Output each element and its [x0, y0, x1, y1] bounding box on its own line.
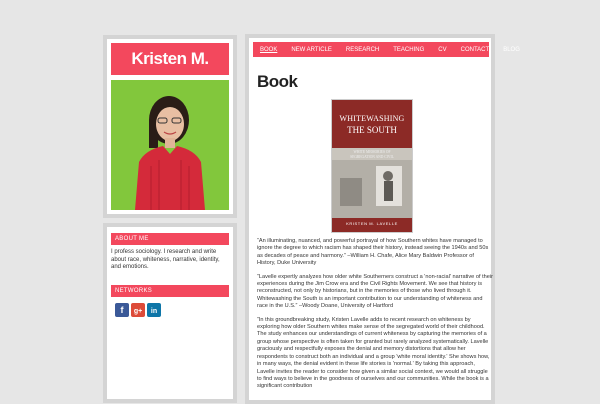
profile-photo-image — [111, 80, 229, 210]
nav-research[interactable]: RESEARCH — [345, 46, 380, 53]
profile-photo — [111, 80, 229, 210]
nav-cv[interactable]: CV — [438, 46, 447, 53]
networks-header: NETWORKS — [111, 285, 229, 297]
main-content — [245, 34, 520, 404]
nav-teaching[interactable]: TEACHING — [393, 46, 425, 53]
about-text: I profess sociology. I research and write about race, whiteness, narrative, identity, and emotions. — [111, 249, 220, 271]
google-plus-icon[interactable]: g+ — [131, 303, 145, 317]
profile-panel — [103, 35, 237, 218]
nav-book[interactable]: BOOK — [260, 46, 278, 53]
nav-contact[interactable]: CONTACT — [460, 46, 490, 53]
book-author: KRISTEN M. LAVELLE — [346, 221, 398, 226]
review-quote: “In this groundbreaking study, Kristen Lavelle adds to recent research on whiteness by exploring how older Southern whites make sense of the segregated world of their childhood. The study enhances our understandings of current whiteness by capturing the memories of a group whose perspective is often taken for granted but rarely analyzed systematically. Lavelle graciously and respectfully exposes the denial and memory distortions that allow her respondents to construct both an individual and a group 'white moral identity.' She shows how, in many ways, the denial evident in these life stories is 'normal.' By taking this approach, Lavelle invites the reader to consider how given a similar social context, we would all struggle to find ways to believe in the goodness of ourselves and our communities. While the book is a significant contribution — [257, 316, 490, 390]
review-quote: “An illuminating, nuanced, and powerful portrayal of how Southern whites have managed to ignore the degree to which racism has shaped their history, instead seeing the 1940s and 50s as decades of peace and harmony.” –William H. Chafe, Alice Mary Baldwin Professor of History, Duke University — [257, 238, 489, 267]
book-title-line2: THE SOUTH — [347, 125, 397, 135]
book-cover-image — [332, 148, 412, 218]
about-header: ABOUT ME — [111, 233, 229, 245]
book-reviews — [257, 238, 493, 397]
page-title: Book — [257, 72, 298, 91]
book-cover[interactable] — [331, 99, 413, 233]
nav-new-article[interactable]: NEW ARTICLE — [291, 46, 332, 53]
linkedin-icon[interactable]: in — [147, 303, 161, 317]
book-subtitle: WHITE MEMORIES OF SEGREGATION AND CIVIL — [350, 150, 394, 159]
review-quote: “Lavelle expertly analyzes how older white Southerners construct a 'non-racial' narrative of their experiences during the Jim Crow era and the Civil Rights Movement. We see that history is reconstructed, not only by historians, but in the memories of those who lived through it. Whitewashing the South is an important contribution to our understanding of whiteness and race in the U.S.” –Woody Doane, University of Hartford — [257, 273, 493, 310]
book-title-line1: WHITEWASHING — [339, 114, 405, 123]
site-title[interactable]: Kristen M. — [111, 43, 229, 75]
top-navigation — [253, 42, 520, 57]
sidebar-widgets — [103, 223, 237, 403]
nav-blog[interactable]: BLOG — [503, 46, 520, 53]
facebook-icon[interactable]: f — [115, 303, 129, 317]
